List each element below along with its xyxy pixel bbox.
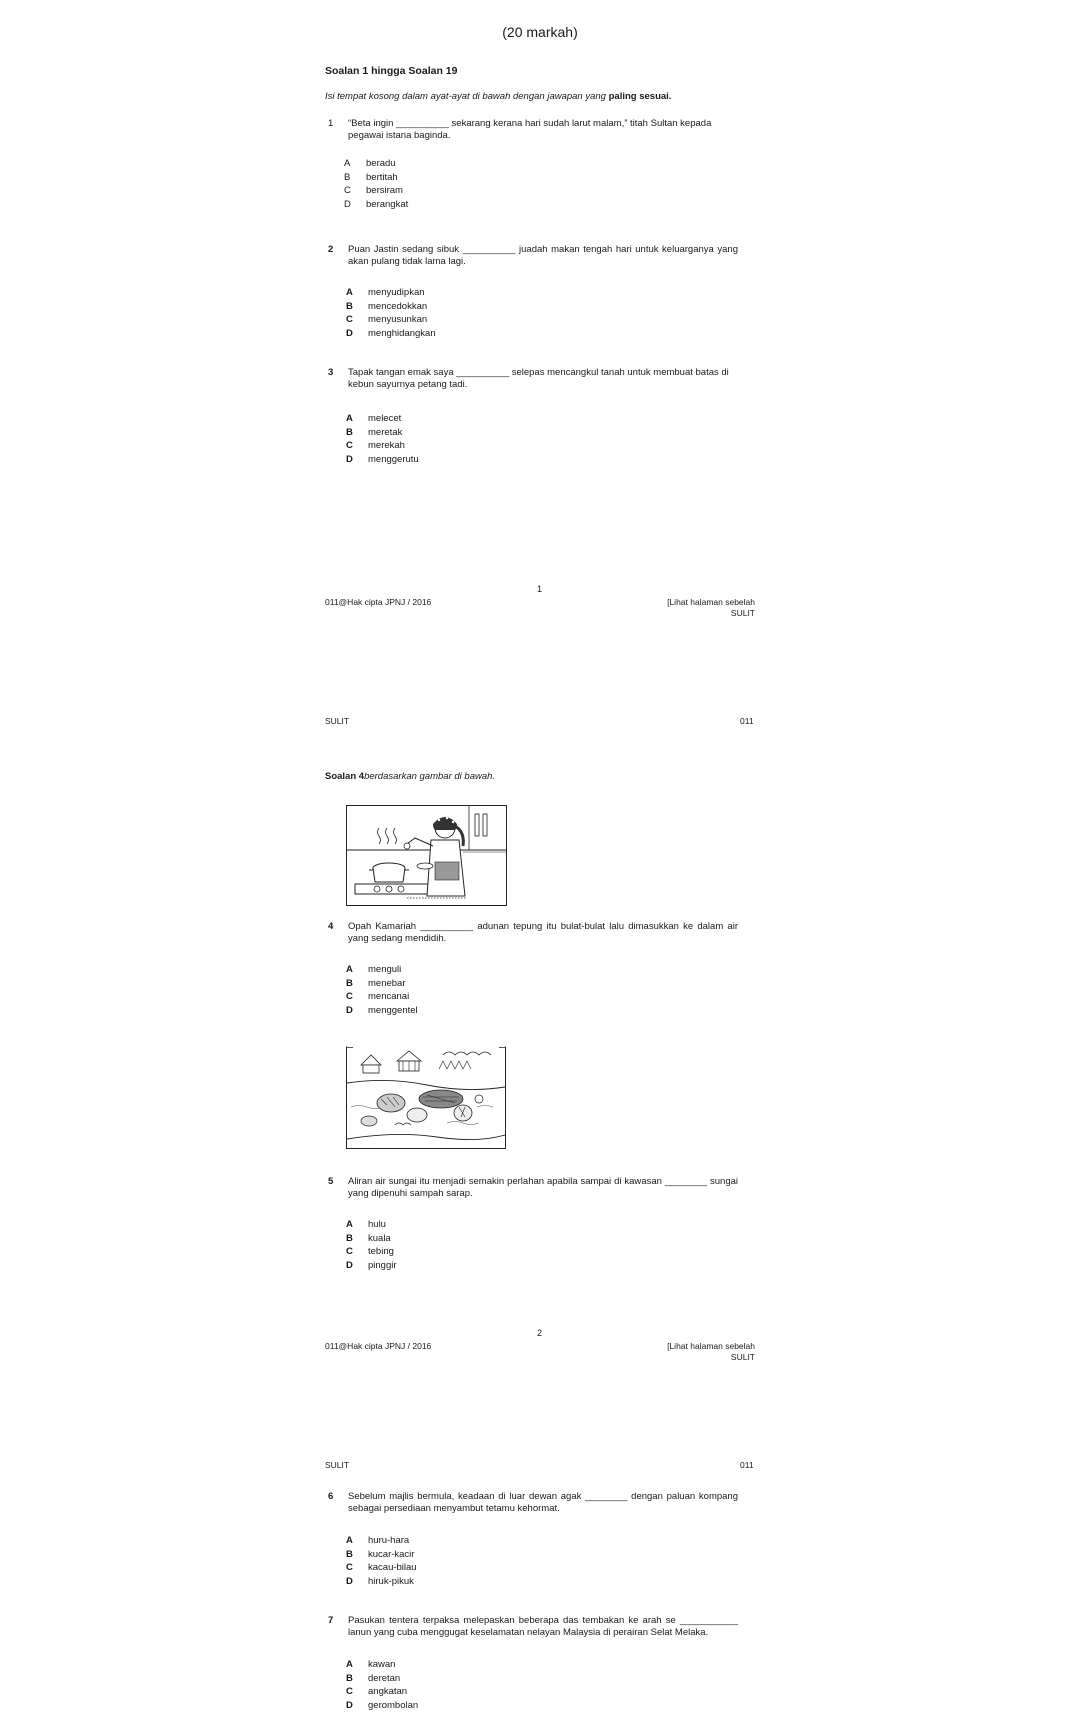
option-c[interactable]: C merekah [346,440,405,451]
option-a[interactable]: A menguli [346,964,402,975]
option-c[interactable]: C kacau-bilau [346,1562,417,1573]
question-text: Aliran air sungai itu menjadi semakin perlahan apabila sampai di kawasan ________ sungai yang dipenuhi sampah sarap. [348,1176,738,1199]
question-text: Tapak tangan emak saya __________ selepas mencangkul tanah untuk membuat batas di kebun sayurnya petang tadi. [348,367,729,390]
page-number: 2 [537,1328,543,1338]
option-b[interactable]: B kuala [346,1232,391,1244]
question-3 [328,367,738,391]
option-b[interactable]: B meretak [346,426,403,438]
footer-next-label: [Lihat halaman sebelah [667,1341,755,1351]
option-b[interactable]: B deretan [346,1672,401,1684]
question-number: 4 [328,921,334,932]
question-6-options [346,1534,417,1588]
option-b[interactable]: B kucar-kacir [346,1548,415,1560]
option-c[interactable]: C menyusunkan [346,314,428,325]
footer-next-label: [Lihat halaman sebelah [667,597,755,607]
instruction-emphasis: paling sesuai. [608,91,672,102]
header-classification: SULIT [325,716,350,726]
option-a[interactable]: A huru-hara [346,1535,410,1546]
option-d[interactable]: D pinggir [346,1259,397,1271]
question-1 [328,118,738,142]
figure-river [346,1046,506,1149]
question-text: Pasukan tentera terpaksa melepaskan beberapa das tembakan ke arah se ___________ lanun yang cuba menggugat keselamatan nelayan Malaysia di perairan Selat Melaka. [348,1615,738,1638]
question-number: 2 [328,244,334,255]
option-d[interactable]: D menggerutu [346,453,419,465]
instruction-text: Isi tempat kosong dalam ayat-ayat di bawah dengan jawapan yang [325,91,609,102]
header-code: 011 [740,716,754,726]
question-3-options [346,412,419,466]
option-a[interactable]: A kawan [346,1659,396,1670]
question-text: Opah Kamariah __________ adunan tepung itu bulat-bulat lalu dimasukkan ke dalam air yang sedang mendidih. [348,921,738,944]
instruction [325,91,671,102]
question-4 [328,921,738,945]
question-number: 3 [328,367,334,378]
option-d[interactable]: D berangkat [344,198,409,210]
option-d[interactable]: D menggentel [346,1004,418,1016]
question-5-options [346,1218,397,1272]
header-code: 011 [740,1460,754,1470]
question-number: 7 [328,1615,334,1626]
question-6 [328,1491,738,1515]
option-c[interactable]: C mencanai [346,991,410,1002]
option-a[interactable]: A menyudipkan [346,287,425,298]
question-1-options [344,157,408,211]
q4-intro [325,771,495,782]
question-4-options [346,963,418,1017]
question-7-options [346,1658,418,1712]
footer-classification: SULIT [730,1352,755,1362]
question-text: Sebelum majlis bermula, keadaan di luar dewan agak ________ dengan paluan kompang sebagai persediaan menyambut tetamu kehormat. [348,1491,738,1514]
option-d[interactable]: D gerombolan [346,1699,419,1711]
footer-copyright: 011@Hak cipta JPNJ / 2016 [325,1341,432,1351]
option-d[interactable]: D hiruk-pikuk [346,1575,414,1587]
option-c[interactable]: C angkatan [346,1686,408,1697]
option-a[interactable]: A melecet [346,413,402,424]
question-2-options [346,286,436,340]
option-a[interactable]: A hulu [346,1219,386,1230]
marks-total: (20 markah) [502,24,578,40]
footer-next-page [555,597,755,619]
footer-next-page [555,1341,755,1363]
page-number: 1 [537,584,543,594]
question-2 [328,244,738,268]
question-7 [328,1615,738,1639]
option-a[interactable]: A beradu [344,158,396,169]
question-number: 1 [328,118,334,129]
question-text: “Beta ingin __________ sekarang kerana hari sudah larut malam,” titah Sultan kepada pegawai istana baginda. [348,118,712,141]
option-b[interactable]: B bertitah [344,171,398,183]
footer-copyright: 011@Hak cipta JPNJ / 2016 [325,597,432,607]
question-text: Puan Jastin sedang sibuk __________ juadah makan tengah hari untuk keluarganya yang akan pulang tidak lama lagi. [348,244,738,267]
header-classification: SULIT [325,1460,350,1470]
option-b[interactable]: B mencedokkan [346,300,428,312]
q4-intro-bold: Soalan 4 [325,771,365,782]
section-title: Soalan 1 hingga Soalan 19 [325,65,458,77]
footer-classification: SULIT [730,608,755,618]
figure-cooking [346,805,507,906]
question-5 [328,1176,738,1200]
question-number: 6 [328,1491,334,1502]
q4-intro-italic: berdasarkan gambar di bawah. [364,771,496,782]
option-c[interactable]: C tebing [346,1246,394,1257]
option-d[interactable]: D menghidangkan [346,327,436,339]
question-number: 5 [328,1176,334,1187]
option-c[interactable]: C bersiram [344,185,403,196]
option-b[interactable]: B menebar [346,977,406,989]
